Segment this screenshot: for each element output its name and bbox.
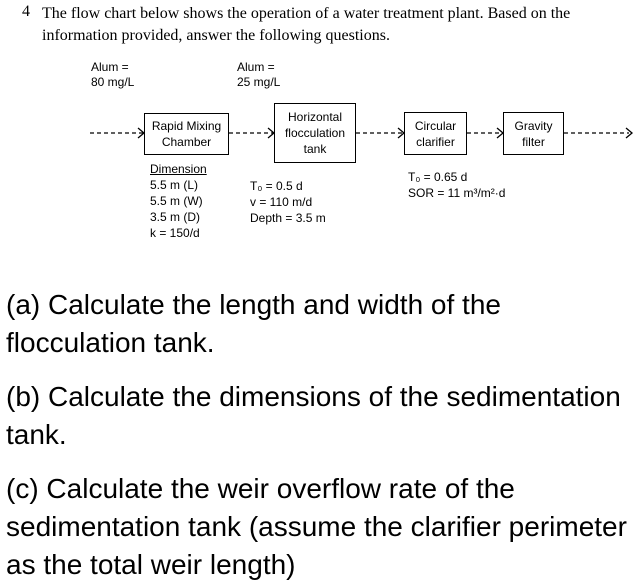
question-part-a: (a) Calculate the length and width of the flocculation tank. [6,289,501,358]
dimension-heading: Dimension [150,162,207,176]
alum-dose-1-value: 80 mg/L [91,75,135,89]
flocculation-depth: Depth = 3.5 m [250,211,326,225]
flocculation-td: T₀ = 0.5 d [250,179,303,193]
question-intro: The flow chart below shows the operation of a water treatment plant. Based on the information provided, answer the following questions. [42,5,571,44]
filter-line2: filter [522,134,545,149]
rapid-mixing-depth: 3.5 m (D) [150,210,201,224]
rapid-mixing-length: 5.5 m (L) [150,178,199,192]
alum-dose-2-label: Alum = [237,60,275,74]
rapid-mixing-chamber-box [144,113,229,155]
alum-dose-2 [237,60,280,90]
flocculation-line3: tank [303,142,327,156]
question-part-c: (c) Calculate the weir overflow rate of the sedimentation tank (assume the clarifier perimeter as the total weir length) [6,473,627,580]
question-part-b: (b) Calculate the dimensions of the sedimentation tank. [6,381,621,450]
flocculation-velocity: v = 110 m/d [250,195,313,209]
flocculation-line1: Horizontal [287,110,343,124]
clarifier-line2: clarifier [416,134,455,149]
flocculation-tank-box [274,103,356,163]
filter-line1: Gravity [514,118,553,133]
clarifier-td: T₀ = 0.65 d [408,170,468,184]
clarifier-info [408,169,505,201]
gravity-filter-box [503,112,564,155]
clarifier-sor: SOR = 11 m³/m²·d [408,186,506,200]
rapid-mixing-width: 5.5 m (W) [150,194,203,208]
flocculation-info [250,178,326,226]
alum-dose-1 [91,60,134,90]
clarifier-line1: Circular [414,118,457,133]
rapid-mixing-line2: Chamber [161,135,212,149]
rapid-mixing-line1: Rapid Mixing [151,119,222,133]
rapid-mixing-k: k = 150/d [150,226,200,240]
alum-dose-2-value: 25 mg/L [237,75,281,89]
question-number: 4 [22,3,30,20]
circular-clarifier-box [404,112,467,155]
alum-dose-1-label: Alum = [91,60,129,74]
flocculation-line2: flocculation [284,126,346,140]
rapid-mixing-info [150,161,207,241]
